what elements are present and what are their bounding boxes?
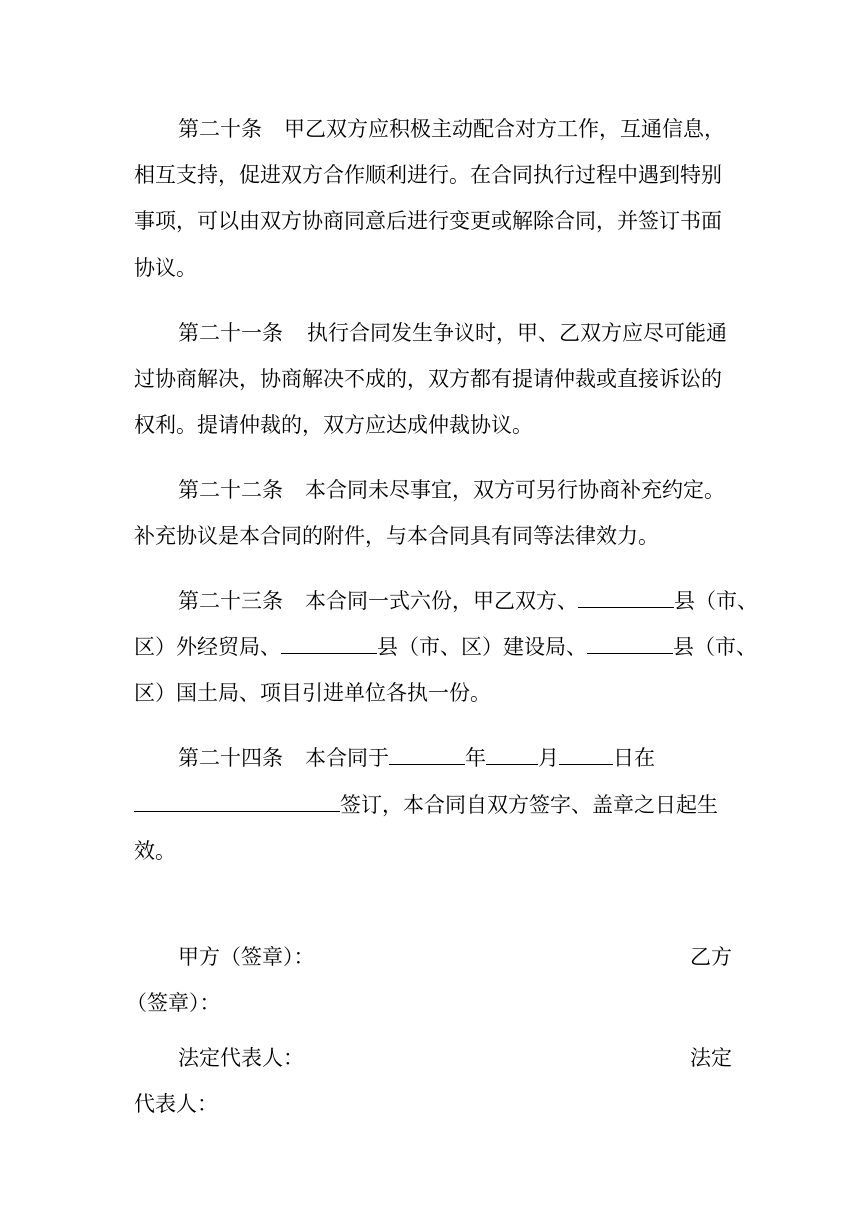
clause-24-text-a: 本合同于 [305, 746, 389, 770]
party-b-signature-label-part1: 乙方 [690, 945, 732, 969]
clause-21-line-3: 权利。提请仲裁的，双方应达成仲裁协议。 [134, 413, 533, 437]
clause-21-text: 执行合同发生争议时，甲、乙双方应尽可能通 [307, 321, 727, 345]
clause-23-line-2 [134, 632, 757, 662]
blank-month[interactable] [486, 746, 538, 765]
clause-23-heading: 第二十三条 [178, 589, 283, 613]
clause-23-line-1 [178, 586, 758, 616]
clause-24-text-b: 签订，本合同自双方签字、盖章之日起生 [340, 793, 718, 817]
clause-20-line-2: 相互支持，促进双方合作顺利进行。在合同执行过程中遇到特别 [134, 163, 722, 187]
blank-county-3[interactable] [587, 635, 673, 654]
party-b-rep-label-part2: 代表人： [134, 1092, 218, 1116]
clause-24-line-1 [178, 743, 655, 773]
party-b-signature-label-part2: （签章）： [126, 991, 221, 1015]
blank-place[interactable] [134, 793, 340, 812]
clause-23-line-3: 区）国土局、项目引进单位各执一份。 [134, 681, 491, 705]
clause-23-text-a: 本合同一式六份，甲乙双方、 [305, 589, 578, 613]
clause-21-line-1 [178, 318, 727, 348]
clause-24-heading: 第二十四条 [178, 746, 283, 770]
clause-23-text-c: 区）外经贸局、 [134, 635, 281, 659]
clause-24-line-2 [134, 790, 718, 820]
clause-22-line-2: 补充协议是本合同的附件，与本合同具有同等法律效力。 [134, 524, 659, 548]
clause-23-text-b: 县（市、 [674, 589, 758, 613]
clause-20-line-3: 事项，可以由双方协商同意后进行变更或解除合同，并签订书面 [134, 209, 722, 233]
clause-22-heading: 第二十二条 [178, 478, 283, 502]
clause-20-line-4: 协议。 [134, 256, 197, 280]
clause-24-month-label: 月 [538, 746, 559, 770]
clause-24-year-label: 年 [465, 746, 486, 770]
blank-county-2[interactable] [281, 635, 377, 654]
clause-21-heading: 第二十一条 [178, 321, 283, 345]
clause-23-text-d: 县（市、区）建设局、 [377, 635, 587, 659]
blank-day[interactable] [559, 746, 613, 765]
clause-22-text: 本合同未尽事宜，双方可另行协商补充约定。 [305, 478, 725, 502]
clause-22-line-1 [178, 475, 725, 505]
party-a-signature-label: 甲方（签章）： [178, 945, 315, 969]
clause-20-line-1 [178, 114, 725, 144]
clause-23-text-e: 县（市、 [673, 635, 757, 659]
party-a-rep-label: 法定代表人： [178, 1046, 304, 1070]
clause-20-heading: 第二十条 [178, 117, 262, 141]
party-b-rep-label-part1: 法定 [690, 1046, 732, 1070]
blank-year[interactable] [389, 746, 465, 765]
clause-24-line-3: 效。 [134, 839, 176, 863]
clause-24-day-label: 日在 [613, 746, 655, 770]
blank-county-1[interactable] [578, 589, 674, 608]
clause-21-line-2: 过协商解决，协商解决不成的，双方都有提请仲裁或直接诉讼的 [134, 367, 722, 391]
clause-20-text: 甲乙双方应积极主动配合对方工作，互通信息， [284, 117, 725, 141]
